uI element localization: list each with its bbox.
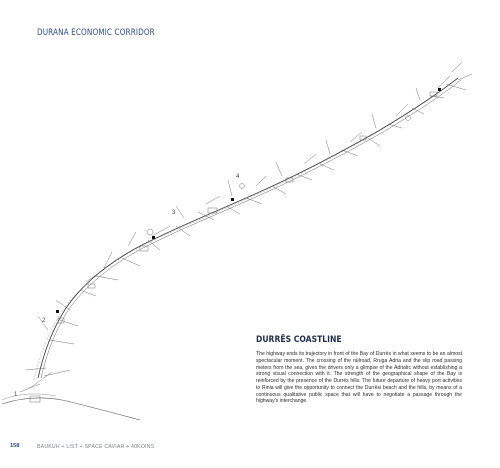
section-title: DURRËS COASTLINE — [256, 335, 342, 345]
marker-3: 3 — [172, 210, 176, 216]
coastline — [2, 398, 140, 420]
highway-line — [38, 78, 458, 378]
section-body: The highway ends its trajectory in front of the Bay of Durrës in what seems to be an almost spectacular moment. The crossing of the railroad, Rruga Adria and the slip road passing meters from the sea, gives the drivers only a glimpse of the Adriatic without establishing a strong visual connection with it. The strength of the geographical shape of the Bay is reinforced by the presence of the Durrës hills. The future departure of heavy port activities to Rinia will give the opportunity to connect the Durrësi beach and the hills, by means of a continuous qualitative public space that will have to negotiate a passage through the highway's interchange. — [256, 351, 462, 405]
marker-2: 2 — [42, 318, 46, 324]
map-markers — [14, 174, 240, 398]
page-number: 158 — [10, 443, 20, 449]
coastline-inner — [2, 394, 56, 400]
railroad-line — [34, 81, 454, 380]
highway-line-parallel — [41, 80, 461, 378]
page-header: DURANA ECONOMIC CORRIDOR — [37, 28, 155, 38]
footer-credits: BAUKUH + LIST + SPACE CAVIAR + 40KOINS — [37, 443, 155, 450]
marker-4: 4 — [236, 174, 240, 180]
marker-1: 1 — [14, 392, 18, 398]
